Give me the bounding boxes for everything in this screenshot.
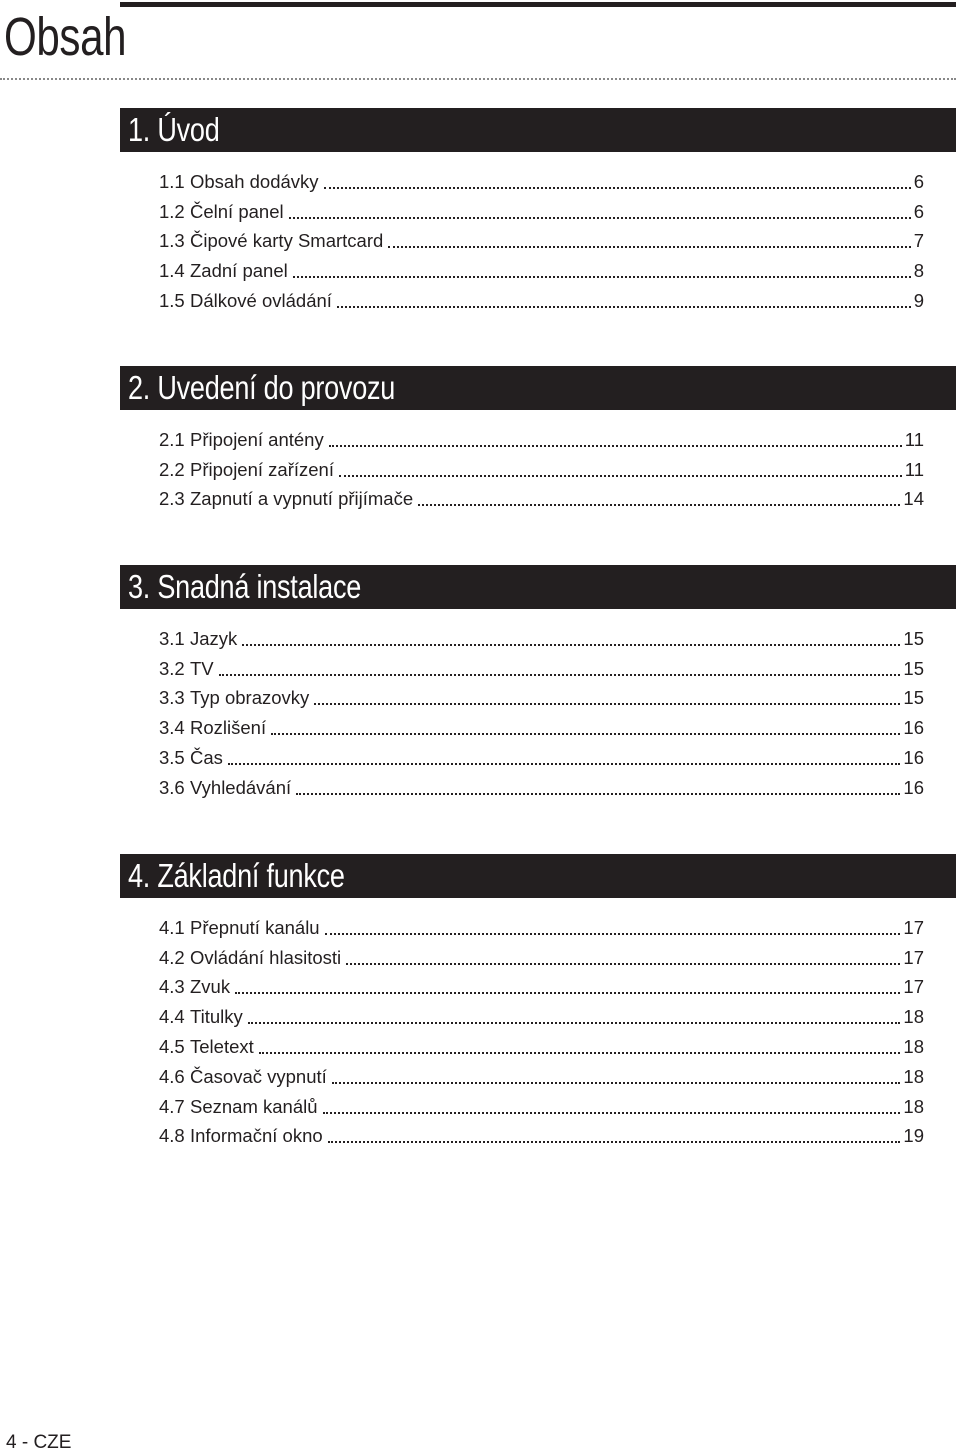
entry-number: 1.5 [159, 290, 185, 312]
entry-title: Teletext [190, 1036, 254, 1058]
dot-leader [289, 217, 911, 219]
entry-title: Titulky [190, 1006, 243, 1028]
toc-section-2 [120, 366, 956, 514]
entry-number: 4.3 [159, 976, 185, 998]
entry-page: 9 [913, 290, 924, 312]
entry-title: Zapnutí a vypnutí přijímače [190, 488, 414, 510]
title-divider [0, 78, 956, 80]
section-heading: 2. Uvedení do provozu [128, 369, 396, 406]
entry-page: 16 [903, 717, 924, 739]
entry-page: 19 [903, 1125, 924, 1147]
entry-number: 2.2 [159, 458, 185, 480]
entry-number: 3.6 [159, 776, 185, 798]
entry-page: 6 [913, 170, 924, 192]
dot-leader [219, 674, 901, 676]
toc-entry[interactable] [120, 624, 956, 654]
entry-number: 1.3 [159, 230, 185, 252]
entry-page: 8 [913, 260, 924, 282]
entry-title: Zvuk [190, 976, 231, 998]
toc-entry-list [120, 167, 956, 316]
entry-number: 1.4 [159, 260, 185, 282]
dot-leader [235, 992, 900, 994]
entry-title: Informační okno [190, 1125, 323, 1147]
toc-entry[interactable] [120, 1062, 956, 1092]
dot-leader [388, 246, 910, 248]
entry-title: Čelní panel [190, 200, 284, 222]
section-header [120, 854, 956, 898]
toc-entry[interactable] [120, 1122, 956, 1152]
entry-title: Typ obrazovky [190, 687, 310, 709]
dot-leader [418, 504, 900, 506]
section-header [120, 366, 956, 410]
entry-title: Zadní panel [190, 260, 288, 282]
entry-number: 3.5 [159, 747, 185, 769]
dot-leader [259, 1052, 901, 1054]
toc-entry[interactable] [120, 743, 956, 773]
toc-entry[interactable] [120, 1092, 956, 1122]
entry-page: 7 [913, 230, 924, 252]
toc-entry-list [120, 624, 956, 803]
entry-title: Jazyk [190, 627, 238, 649]
entry-number: 3.3 [159, 687, 185, 709]
entry-number: 2.1 [159, 428, 185, 450]
entry-page: 14 [903, 488, 924, 510]
entry-number: 3.1 [159, 627, 185, 649]
entry-number: 4.8 [159, 1125, 185, 1147]
entry-title: Čipové karty Smartcard [190, 230, 384, 252]
dot-leader [332, 1082, 901, 1084]
entry-number: 1.1 [159, 170, 185, 192]
entry-number: 4.4 [159, 1006, 185, 1028]
entry-title: TV [190, 657, 214, 679]
toc-entry-list [120, 425, 956, 514]
entry-page: 18 [903, 1065, 924, 1087]
entry-page: 18 [903, 1006, 924, 1028]
toc-entry[interactable] [120, 425, 956, 455]
dot-leader [271, 733, 900, 735]
entry-page: 16 [903, 747, 924, 769]
dot-leader [328, 1141, 901, 1143]
toc-entry[interactable] [120, 167, 956, 197]
entry-page: 11 [904, 428, 924, 450]
section-heading: 3. Snadná instalace [128, 568, 362, 605]
page-title: Obsah [4, 7, 127, 67]
toc-entry[interactable] [120, 1002, 956, 1032]
dot-leader [346, 963, 900, 965]
entry-title: Ovládání hlasitosti [190, 946, 342, 968]
dot-leader [329, 445, 902, 447]
dot-leader [323, 1112, 901, 1114]
entry-page: 15 [903, 657, 924, 679]
toc-entry[interactable] [120, 1032, 956, 1062]
entry-number: 4.7 [159, 1095, 185, 1117]
toc-entry[interactable] [120, 973, 956, 1003]
dot-leader [296, 793, 900, 795]
entry-page: 11 [904, 458, 924, 480]
dot-leader [339, 475, 902, 477]
entry-number: 3.2 [159, 657, 185, 679]
toc-entry-list [120, 913, 956, 1151]
dot-leader [248, 1022, 901, 1024]
page-footer: 4 - CZE [6, 1432, 72, 1453]
dot-leader [324, 187, 911, 189]
entry-title: Časovač vypnutí [190, 1065, 327, 1087]
entry-title: Připojení antény [190, 428, 324, 450]
toc-entry[interactable] [120, 485, 956, 515]
entry-page: 18 [903, 1095, 924, 1117]
section-heading: 1. Úvod [128, 111, 220, 148]
toc-entry[interactable] [120, 654, 956, 684]
entry-page: 6 [913, 200, 924, 222]
entry-page: 15 [903, 627, 924, 649]
entry-title: Obsah dodávky [190, 170, 319, 192]
entry-page: 16 [903, 776, 924, 798]
entry-page: 15 [903, 687, 924, 709]
toc-section-4 [120, 854, 956, 1151]
toc-entry[interactable] [120, 943, 956, 973]
entry-number: 4.5 [159, 1036, 185, 1058]
toc-entry[interactable] [120, 913, 956, 943]
entry-page: 17 [903, 916, 924, 938]
toc-entry[interactable] [120, 773, 956, 803]
dot-leader [228, 763, 901, 765]
entry-title: Rozlišení [190, 717, 267, 739]
toc-entry[interactable] [120, 713, 956, 743]
entry-number: 4.1 [159, 916, 185, 938]
entry-number: 4.6 [159, 1065, 185, 1087]
toc-entry[interactable] [120, 227, 956, 257]
entry-title: Seznam kanálů [190, 1095, 318, 1117]
dot-leader [242, 644, 900, 646]
entry-number: 3.4 [159, 717, 185, 739]
entry-title: Přepnutí kanálu [190, 916, 320, 938]
section-header [120, 565, 956, 609]
toc-entry[interactable] [120, 256, 956, 286]
section-header [120, 108, 956, 152]
toc-entry[interactable] [120, 197, 956, 227]
entry-title: Připojení zařízení [190, 458, 334, 480]
entry-number: 1.2 [159, 200, 185, 222]
toc-entry[interactable] [120, 455, 956, 485]
toc-entry[interactable] [120, 286, 956, 316]
toc-section-3 [120, 565, 956, 803]
entry-page: 18 [903, 1036, 924, 1058]
dot-leader [337, 306, 911, 308]
section-heading: 4. Základní funkce [128, 857, 345, 894]
entry-number: 2.3 [159, 488, 185, 510]
entry-title: Čas [190, 747, 223, 769]
entry-title: Dálkové ovládání [190, 290, 332, 312]
entry-title: Vyhledávání [190, 776, 292, 798]
top-rule [120, 2, 956, 7]
entry-number: 4.2 [159, 946, 185, 968]
toc-entry[interactable] [120, 684, 956, 714]
toc-section-1 [120, 108, 956, 316]
dot-leader [314, 703, 900, 705]
dot-leader [325, 933, 901, 935]
entry-page: 17 [903, 976, 924, 998]
dot-leader [293, 276, 911, 278]
entry-page: 17 [903, 946, 924, 968]
